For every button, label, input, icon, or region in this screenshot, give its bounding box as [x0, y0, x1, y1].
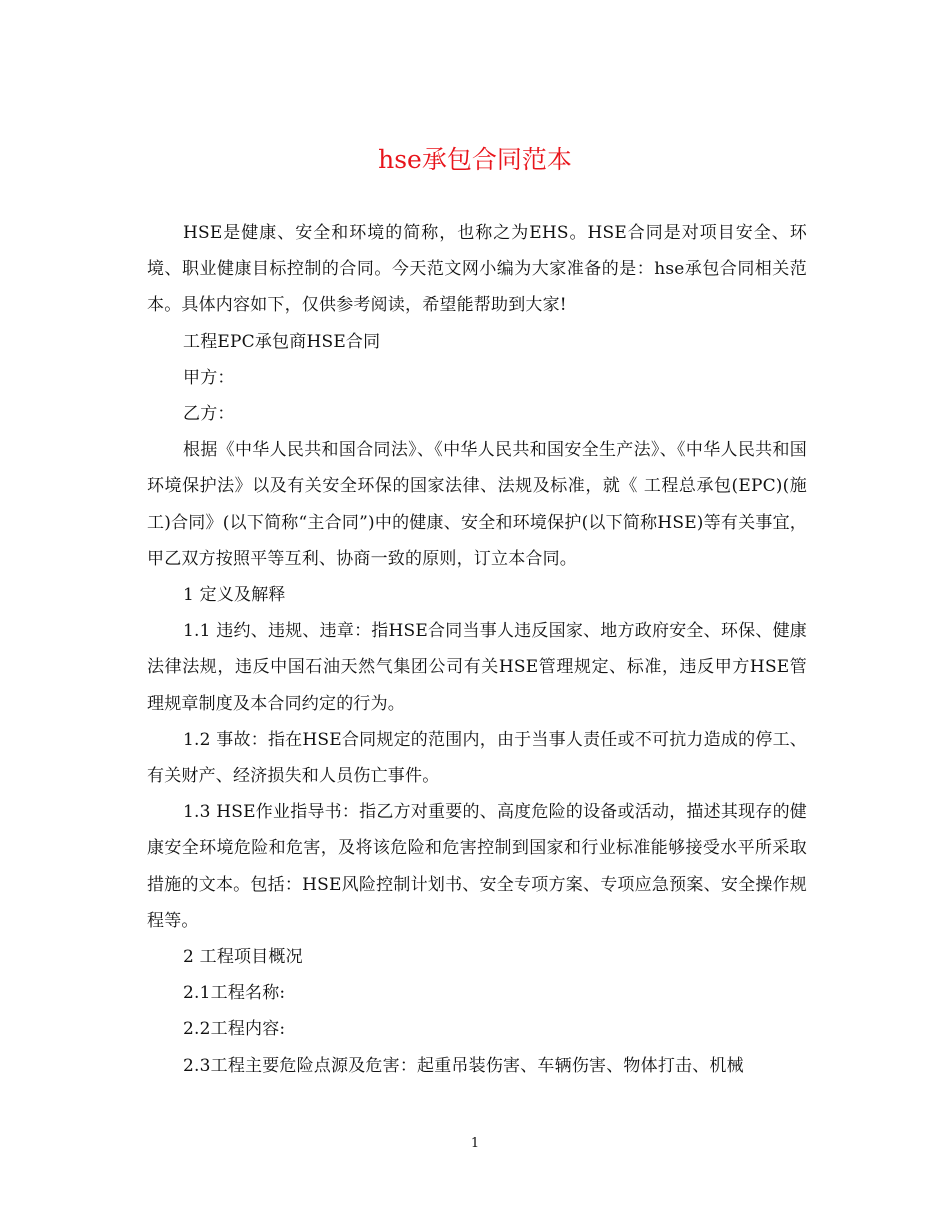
paragraph-intro: HSE是健康、安全和环境的简称，也称之为EHS。HSE合同是对项目安全、环境、职业健康目标控制的合同。今天范文网小编为大家准备的是：hse承包合同相关范本。具体内容如下，仅供参考阅读，希望能帮助到大家!: [147, 223, 807, 316]
paragraph-1-3: 1.3 HSE作业指导书：指乙方对重要的、高度危险的设备或活动，描述其现存的健康安全环境危险和危害，及将该危险和危害控制到国家和行业标准能够接受水平所采取措施的文本。包括：HSE风险控制计划书、安全专项方案、专项应急预案、安全操作规程等。: [147, 802, 807, 931]
document-title: hse承包合同范本: [378, 145, 572, 174]
section-heading-1: 1 定义及解释: [183, 585, 286, 606]
paragraph-1-2: 1.2 事故：指在HSE合同规定的范围内，由于当事人责任或不可抗力造成的停工、有关财产、经济损失和人员伤亡事件。: [147, 729, 807, 787]
paragraph-2-3: 2.3工程主要危险点源及危害：起重吊装伤害、车辆伤害、物体打击、机械: [183, 1055, 744, 1076]
page-number: 1: [470, 1136, 480, 1151]
paragraph-party-b: 乙方：: [183, 404, 235, 425]
paragraph-2-2: 2.2工程内容:: [183, 1019, 286, 1040]
paragraph-2-1: 2.1工程名称:: [183, 983, 286, 1004]
paragraph-party-a: 甲方：: [183, 367, 235, 388]
document-body: [147, 215, 807, 1084]
section-heading-2: 2 工程项目概况: [183, 947, 303, 968]
paragraph-1-1: 1.1 违约、违规、违章：指HSE合同当事人违反国家、地方政府安全、环保、健康法律法规，违反中国石油天然气集团公司有关HSE管理规定、标准，违反甲方HSE管理规章制度及本合同约定的行为。: [147, 621, 807, 714]
paragraph-contract-name: 工程EPC承包商HSE合同: [183, 331, 381, 352]
paragraph-basis: 根据《中华人民共和国合同法》、《中华人民共和国安全生产法》、《中华人民共和国环境保护法》以及有关安全环保的国家法律、法规及标准，就《 工程总承包(EPC)(施工)合同》(以下简称“主合同”)中的健康、安全和环境保护(以下简称HSE)等有关事宜，甲乙双方按照平等互利、协商一致的原则，订立本合同。: [147, 440, 807, 569]
